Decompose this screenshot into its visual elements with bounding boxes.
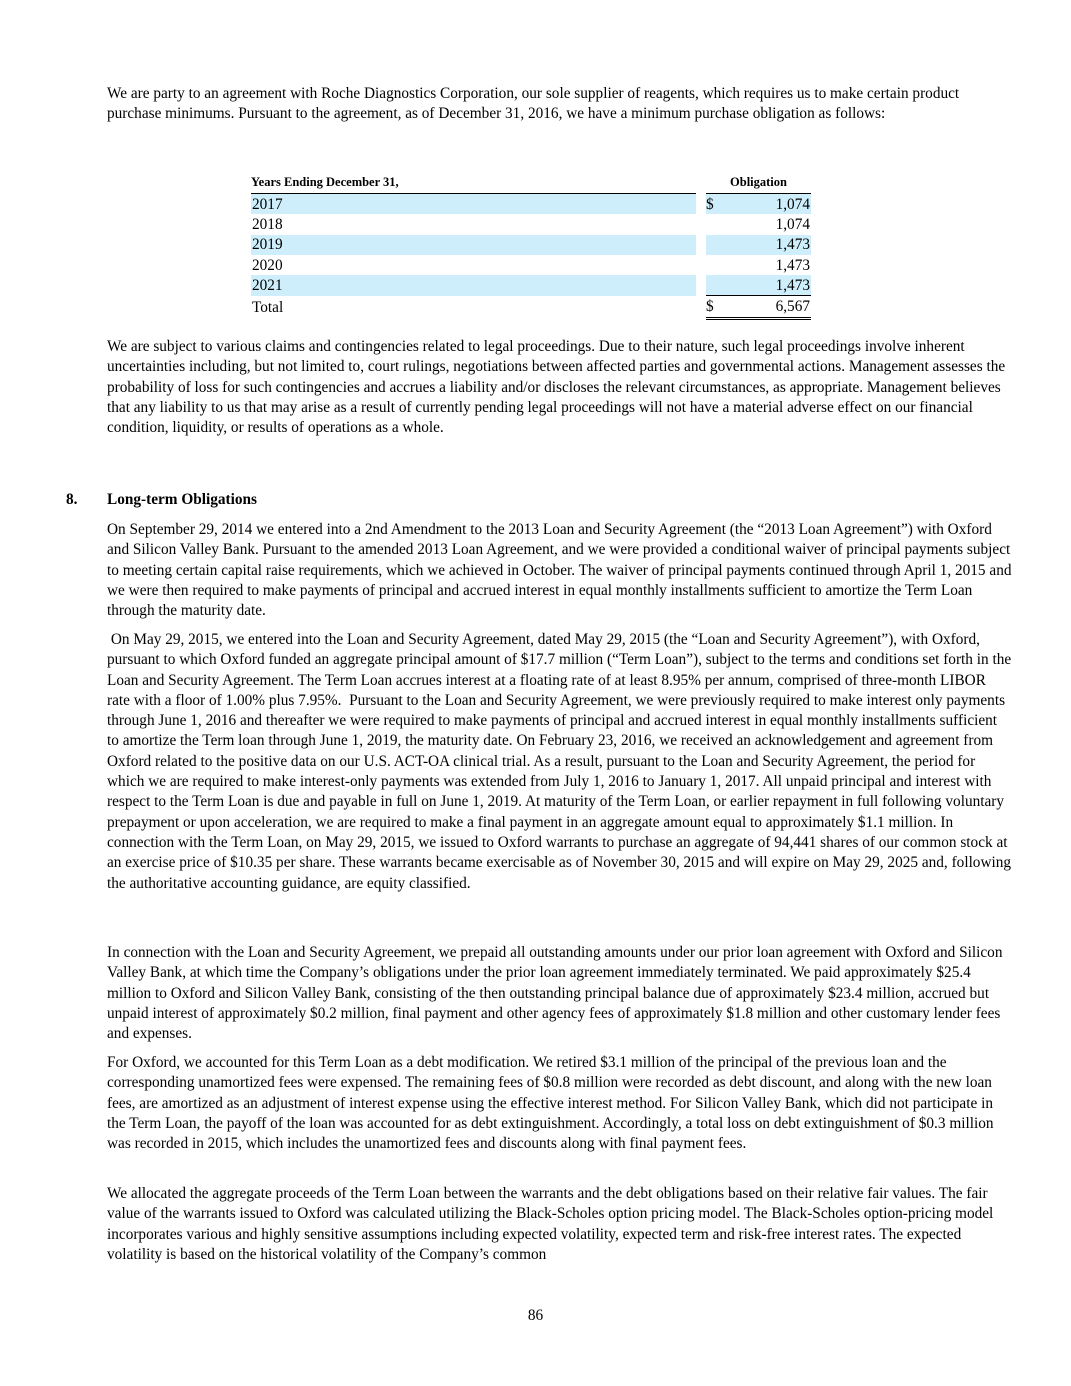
claims-paragraph: We are subject to various claims and contingencies related to legal proceedings. Due to their nature, such legal proceedings involve inherent uncertainties including, but not limited to, court rulings, negotiations between affected parties and governmental actions. Management assesses the probability of loss for such contingencies and accrues a liability and/or discloses the relevant circumstances, as appropriate. Management believes that any liability to us that may arise as a result of currently pending legal proceedings will not have a material adverse effect on our financial condition, liquidity, or results of operations as a whole. — [107, 338, 1006, 437]
currency-cell — [706, 235, 722, 255]
total-currency: $ — [706, 296, 722, 318]
section-heading — [66, 490, 257, 510]
currency-cell: $ — [706, 194, 722, 215]
currency-cell — [706, 214, 722, 234]
amount-cell: 1,473 — [722, 275, 811, 296]
amount-cell: 1,473 — [722, 235, 811, 255]
loan-paragraph: On September 29, 2014 we entered into a 2nd Amendment to the 2013 Loan and Security Agreement (the “2013 Loan Agreement”) with Oxford and Silicon Valley Bank. Pursuant to the amended 2013 Loan Agreement, and we were provided a conditional waiver of principal payments subject to meeting certain capital raise requirements, which we achieved in October. The waiver of principal payments continued through April 1, 2015 and we were then required to make payments of principal and accrued interest in equal monthly installments sufficient to amortize the Term Loan through the maturity date. — [107, 521, 1012, 620]
page-number: 86 — [527, 1307, 544, 1324]
total-row — [251, 296, 811, 318]
loan-paragraph: We allocated the aggregate proceeds of the Term Loan between the warrants and the debt obligations based on their relative fair values. The fair value of the warrants issued to Oxford was calculated utilizing the Black-Scholes option pricing model. The Black-Scholes option-pricing model incorporates various and highly sensitive assumptions including expected volatility, expected term and risk-free interest rates. The expected volatility is based on the historical volatility of the Company’s common — [107, 1185, 994, 1263]
table-row — [251, 235, 811, 255]
year-cell: 2019 — [251, 235, 696, 255]
year-cell: 2021 — [251, 275, 696, 296]
table-row — [251, 194, 811, 215]
amount-cell: 1,473 — [775, 256, 810, 274]
table-row — [251, 275, 811, 296]
obligation-column-header: Obligation — [706, 173, 811, 194]
currency-cell — [706, 275, 722, 296]
year-cell: 2020 — [252, 256, 283, 274]
purchase-obligation-table — [251, 173, 811, 320]
years-column-header: Years Ending December 31, — [251, 173, 696, 194]
total-label: Total — [252, 298, 284, 316]
amount-cell: 1,074 — [775, 215, 810, 233]
table-header-row — [251, 173, 811, 194]
year-cell: 2017 — [251, 194, 696, 215]
section-title: Long-term Obligations — [107, 491, 257, 508]
loan-paragraph: For Oxford, we accounted for this Term Loan as a debt modification. We retired $3.1 million of the principal of the previous loan and the corresponding unamortized fees were expensed. The remaining fees of $0.8 million were recorded as debt discount, and along with the new loan fees, are amortized as an adjustment of interest expense using the effective interest method. For Silicon Valley Bank, which did not participate in the Term Loan, the payoff of the loan was accounted for as debt extinguishment. Accordingly, a total loss on debt extinguishment of $0.3 million was recorded in 2015, which includes the unamortized fees and discounts along with final payment fees. — [107, 1054, 994, 1153]
section-number: 8. — [66, 491, 78, 508]
total-amount: 6,567 — [722, 296, 811, 318]
loan-paragraph: In connection with the Loan and Security Agreement, we prepaid all outstanding amounts under our prior loan agreement with Oxford and Silicon Valley Bank, at which time the Company’s obligations under the prior loan agreement immediately terminated. We paid approximately $25.4 million to Oxford and Silicon Valley Bank, consisting of the then outstanding principal balance due of approximately $23.4 million, accrued but unpaid interest of approximately $0.2 million, final payment and other agency fees of approximately $1.8 million and other customary lender fees and expenses. — [107, 944, 1003, 1043]
currency-cell — [706, 255, 722, 275]
intro-paragraph: We are party to an agreement with Roche Diagnostics Corporation, our sole supplier of reagents, which requires us to make certain product purchase minimums. Pursuant to the agreement, as of December 31, 2016, we have a minimum purchase obligation as follows: — [107, 85, 960, 123]
table-row — [251, 214, 811, 234]
amount-cell: 1,074 — [722, 194, 811, 215]
year-cell: 2018 — [252, 215, 283, 233]
table-row — [251, 255, 811, 275]
loan-paragraph: On May 29, 2015, we entered into the Loan and Security Agreement, dated May 29, 2015 (the “Loan and Security Agreement”), with Oxford, pursuant to which Oxford funded an aggregate principal amount of $17.7 million (“Term Loan”), subject to the terms and conditions set forth in the Loan and Security Agreement. The Term Loan accrues interest at a floating rate of at least 8.95% per annum, comprised of three-month LIBOR rate with a floor of 1.00% plus 7.95%. Pursuant to the Loan and Security Agreement, we were previously required to make interest only payments through June 1, 2016 and thereafter we were required to make payments of principal and accrued interest in equal monthly installments sufficient to amortize the Term loan through June 1, 2019, the maturity date. On February 23, 2016, we received an acknowledgement and agreement from Oxford related to the positive data on our U.S. ACT-OA clinical trial. As a result, pursuant to the Loan and Security Agreement, the period for which we are required to make interest-only payments was extended from July 1, 2016 to January 1, 2017. All unpaid principal and interest with respect to the Term Loan is due and payable in full on June 1, 2019. At maturity of the Term Loan, or earlier repayment in full following voluntary prepayment or upon acceleration, we are required to make a final payment in an aggregate amount equal to approximately $1.1 million. In connection with the Term Loan, on May 29, 2015, we issued to Oxford warrants to purchase an aggregate of 94,441 shares of our common stock at an exercise price of $10.35 per share. These warrants became exercisable as of November 30, 2015 and will expire on May 29, 2025 and, following the authoritative accounting guidance, are equity classified. — [107, 631, 1016, 892]
